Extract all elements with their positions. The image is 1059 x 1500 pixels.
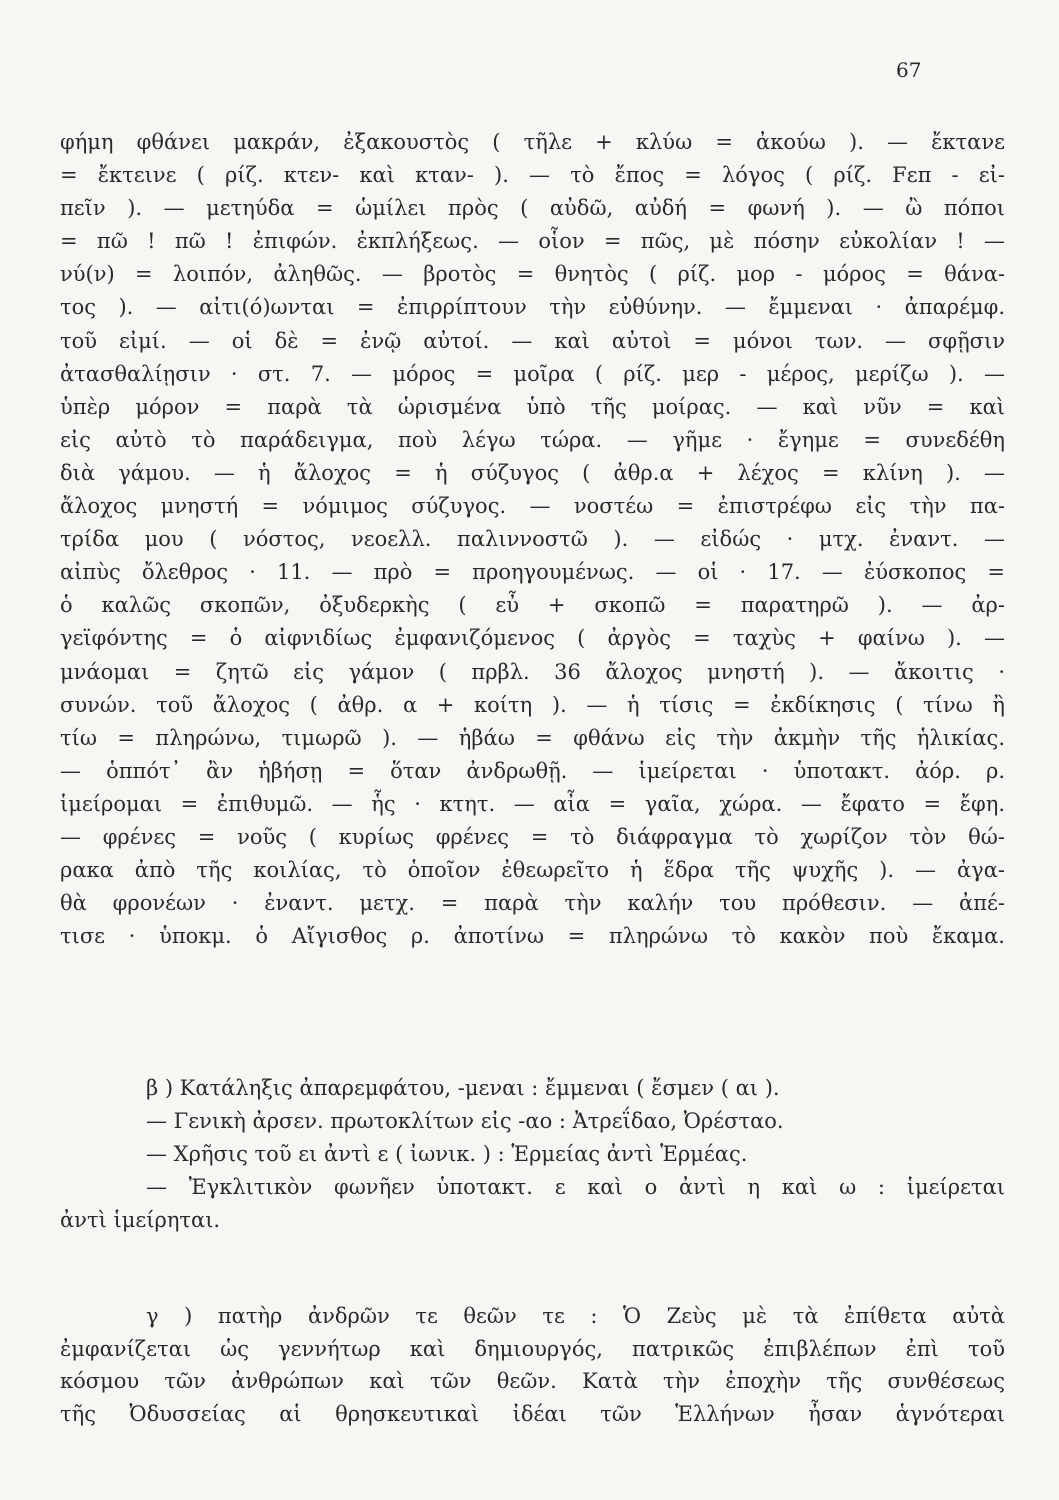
glossary-line: τος ). — αἰτι(ό)ωνται = ἐπιρρίπτουν τὴν εὐθύνην. — ἔμμεναι · ἀπαρέμφ. xyxy=(60,295,1005,320)
note-line: ἀντὶ ἱμείρηται. xyxy=(60,1208,221,1232)
glossary-line: ρακα ἀπὸ τῆς κοιλίας, τὸ ὁποῖον ἐθεωρεῖτο ἡ ἕδρα τῆς ψυχῆς ). — ἀγα- xyxy=(60,858,1005,883)
note-line: γ ) πατὴρ ἀνδρῶν τε θεῶν τε : Ὁ Ζεὺς μὲ τὰ ἐπίθετα αὐτὰ xyxy=(146,1304,1005,1328)
note-line: ἐμφανίζεται ὡς γεννήτωρ καὶ δημιουργός, πατρικῶς ἐπιβλέπων ἐπὶ τοῦ xyxy=(60,1336,1005,1361)
glossary-section xyxy=(60,126,1005,953)
note-line: — Χρῆσις τοῦ ει ἀντὶ ε ( ἰωνικ. ) : Ἑρμείας ἀντὶ Ἑρμέας. xyxy=(146,1142,748,1166)
glossary-line: = πῶ ! πῶ ! ἐπιφών. ἐκπλήξεως. — οἷον = πῶς, μὲ πόσην εὐκολίαν ! — xyxy=(60,229,1005,254)
note-line: κόσμου τῶν ἀνθρώπων καὶ τῶν θεῶν. Κατὰ τὴν ἐποχὴν τῆς συνθέσεως xyxy=(60,1369,1005,1393)
page-number: 67 xyxy=(896,58,922,82)
glossary-line: πεῖν ). — μετηύδα = ὡμίλει πρὸς ( αὐδῶ, αὐδή = φωνή ). — ὢ πόποι xyxy=(60,196,1005,221)
note-line: β ) Κατάληξις ἀπαρεμφάτου, -μεναι : ἔμμεναι ( ἔσμεν ( αι ). xyxy=(146,1076,780,1100)
glossary-line: ἱμείρομαι = ἐπιθυμῶ. — ἧς · κτητ. — αἶα = γαῖα, χώρα. — ἔφατο = ἔφη. xyxy=(60,791,1005,816)
glossary-line: = ἔκτεινε ( ρίζ. κτεν- καὶ κταν- ). — τὸ ἔπος = λόγος ( ρίζ. Fεπ - εἰ- xyxy=(60,163,1005,188)
glossary-line: θὰ φρονέων · ἐναντ. μετχ. = παρὰ τὴν καλήν του πρόθεσιν. — ἀπέ- xyxy=(60,891,1005,916)
glossary-line: ὑπὲρ μόρον = παρὰ τὰ ὡρισμένα ὑπὸ τῆς μοίρας. — καὶ νῦν = καὶ xyxy=(60,394,1005,419)
note-line: — Γενικὴ ἀρσεν. πρωτοκλίτων εἰς -αο : Ἀτρεΐδαο, Ὀρέσταο. xyxy=(146,1109,784,1133)
glossary-line: τισε · ὑποκμ. ὁ Αἴγισθος ρ. ἀποτίνω = πληρώνω τὸ κακὸν ποὺ ἔκαμα. xyxy=(60,924,1005,949)
note-line: — Ἐγκλιτικὸν φωνῆεν ὑποτακτ. ε καὶ ο ἀντὶ η καὶ ω : ἱμείρεται xyxy=(146,1175,1005,1199)
glossary-line: — φρένες = νοῦς ( κυρίως φρένες = τὸ διάφραγμα τὸ χωρίζον τὸν θώ- xyxy=(60,824,1005,849)
glossary-line: διὰ γάμου. — ἡ ἄλοχος = ἡ σύζυγος ( ἀθρ.α + λέχος = κλίνη ). — xyxy=(60,460,1005,485)
glossary-line: τοῦ εἰμί. — οἱ δὲ = ἐνῷ αὐτοί. — καὶ αὐτοὶ = μόνοι των. — σφῇσιν xyxy=(60,328,1005,353)
glossary-line: γεϊφόντης = ὁ αἰφνιδίως ἐμφανιζόμενος ( ἀργὸς = ταχὺς + φαίνω ). — xyxy=(60,626,1005,651)
glossary-line: συνών. τοῦ ἄλοχος ( ἀθρ. α + κοίτη ). — ἡ τίσις = ἐκδίκησις ( τίνω ἢ xyxy=(60,692,1005,717)
grammar-notes-b xyxy=(60,1072,1005,1237)
glossary-line: τίω = πληρώνω, τιμωρῶ ). — ἡβάω = φθάνω εἰς τὴν ἀκμὴν τῆς ἡλικίας. xyxy=(60,725,1005,750)
glossary-line: φήμη φθάνει μακράν, ἐξακουστὸς ( τῆλε + κλύω = ἀκούω ). — ἔκτανε xyxy=(60,130,1005,154)
glossary-line: τρίδα μου ( νόστος, νεοελλ. παλιννοστῶ ). — εἰδώς · μτχ. ἐναντ. — xyxy=(60,527,1005,552)
glossary-line: ὁ καλῶς σκοπῶν, ὀξυδερκὴς ( εὖ + σκοπῶ = παρατηρῶ ). — ἀρ- xyxy=(60,593,1005,618)
commentary-notes-c xyxy=(60,1300,1005,1430)
note-line: τῆς Ὀδυσσείας αἱ θρησκευτικαὶ ἰδέαι τῶν Ἑλλήνων ἦσαν ἁγνότεραι xyxy=(60,1401,1005,1426)
glossary-line: μνάομαι = ζητῶ εἰς γάμον ( πρβλ. 36 ἄλοχος μνηστή ). — ἄκοιτις · xyxy=(60,659,1005,684)
glossary-line: ἄλοχος μνηστή = νόμιμος σύζυγος. — νοστέω = ἐπιστρέφω εἰς τὴν πα- xyxy=(60,494,1005,519)
glossary-line: νύ(ν) = λοιπόν, ἀληθῶς. — βροτὸς = θνητὸς ( ρίζ. μορ - μόρος = θάνα- xyxy=(60,262,1005,287)
glossary-line: εἰς αὐτὸ τὸ παράδειγμα, ποὺ λέγω τώρα. — γῆμε · ἔγημε = συνεδέθη xyxy=(60,427,1005,452)
glossary-line: — ὁππότ᾽ ἂν ἡβήσῃ = ὅταν ἀνδρωθῇ. — ἱμείρεται · ὑποτακτ. ἀόρ. ρ. xyxy=(60,758,1005,783)
glossary-line: αἰπὺς ὄλεθρος · 11. — πρὸ = προηγουμένως. — οἱ · 17. — ἐύσκοπος = xyxy=(60,560,1005,585)
glossary-line: ἀτασθαλίῃσιν · στ. 7. — μόρος = μοῖρα ( ρίζ. μερ - μέρος, μερίζω ). — xyxy=(60,361,1005,386)
